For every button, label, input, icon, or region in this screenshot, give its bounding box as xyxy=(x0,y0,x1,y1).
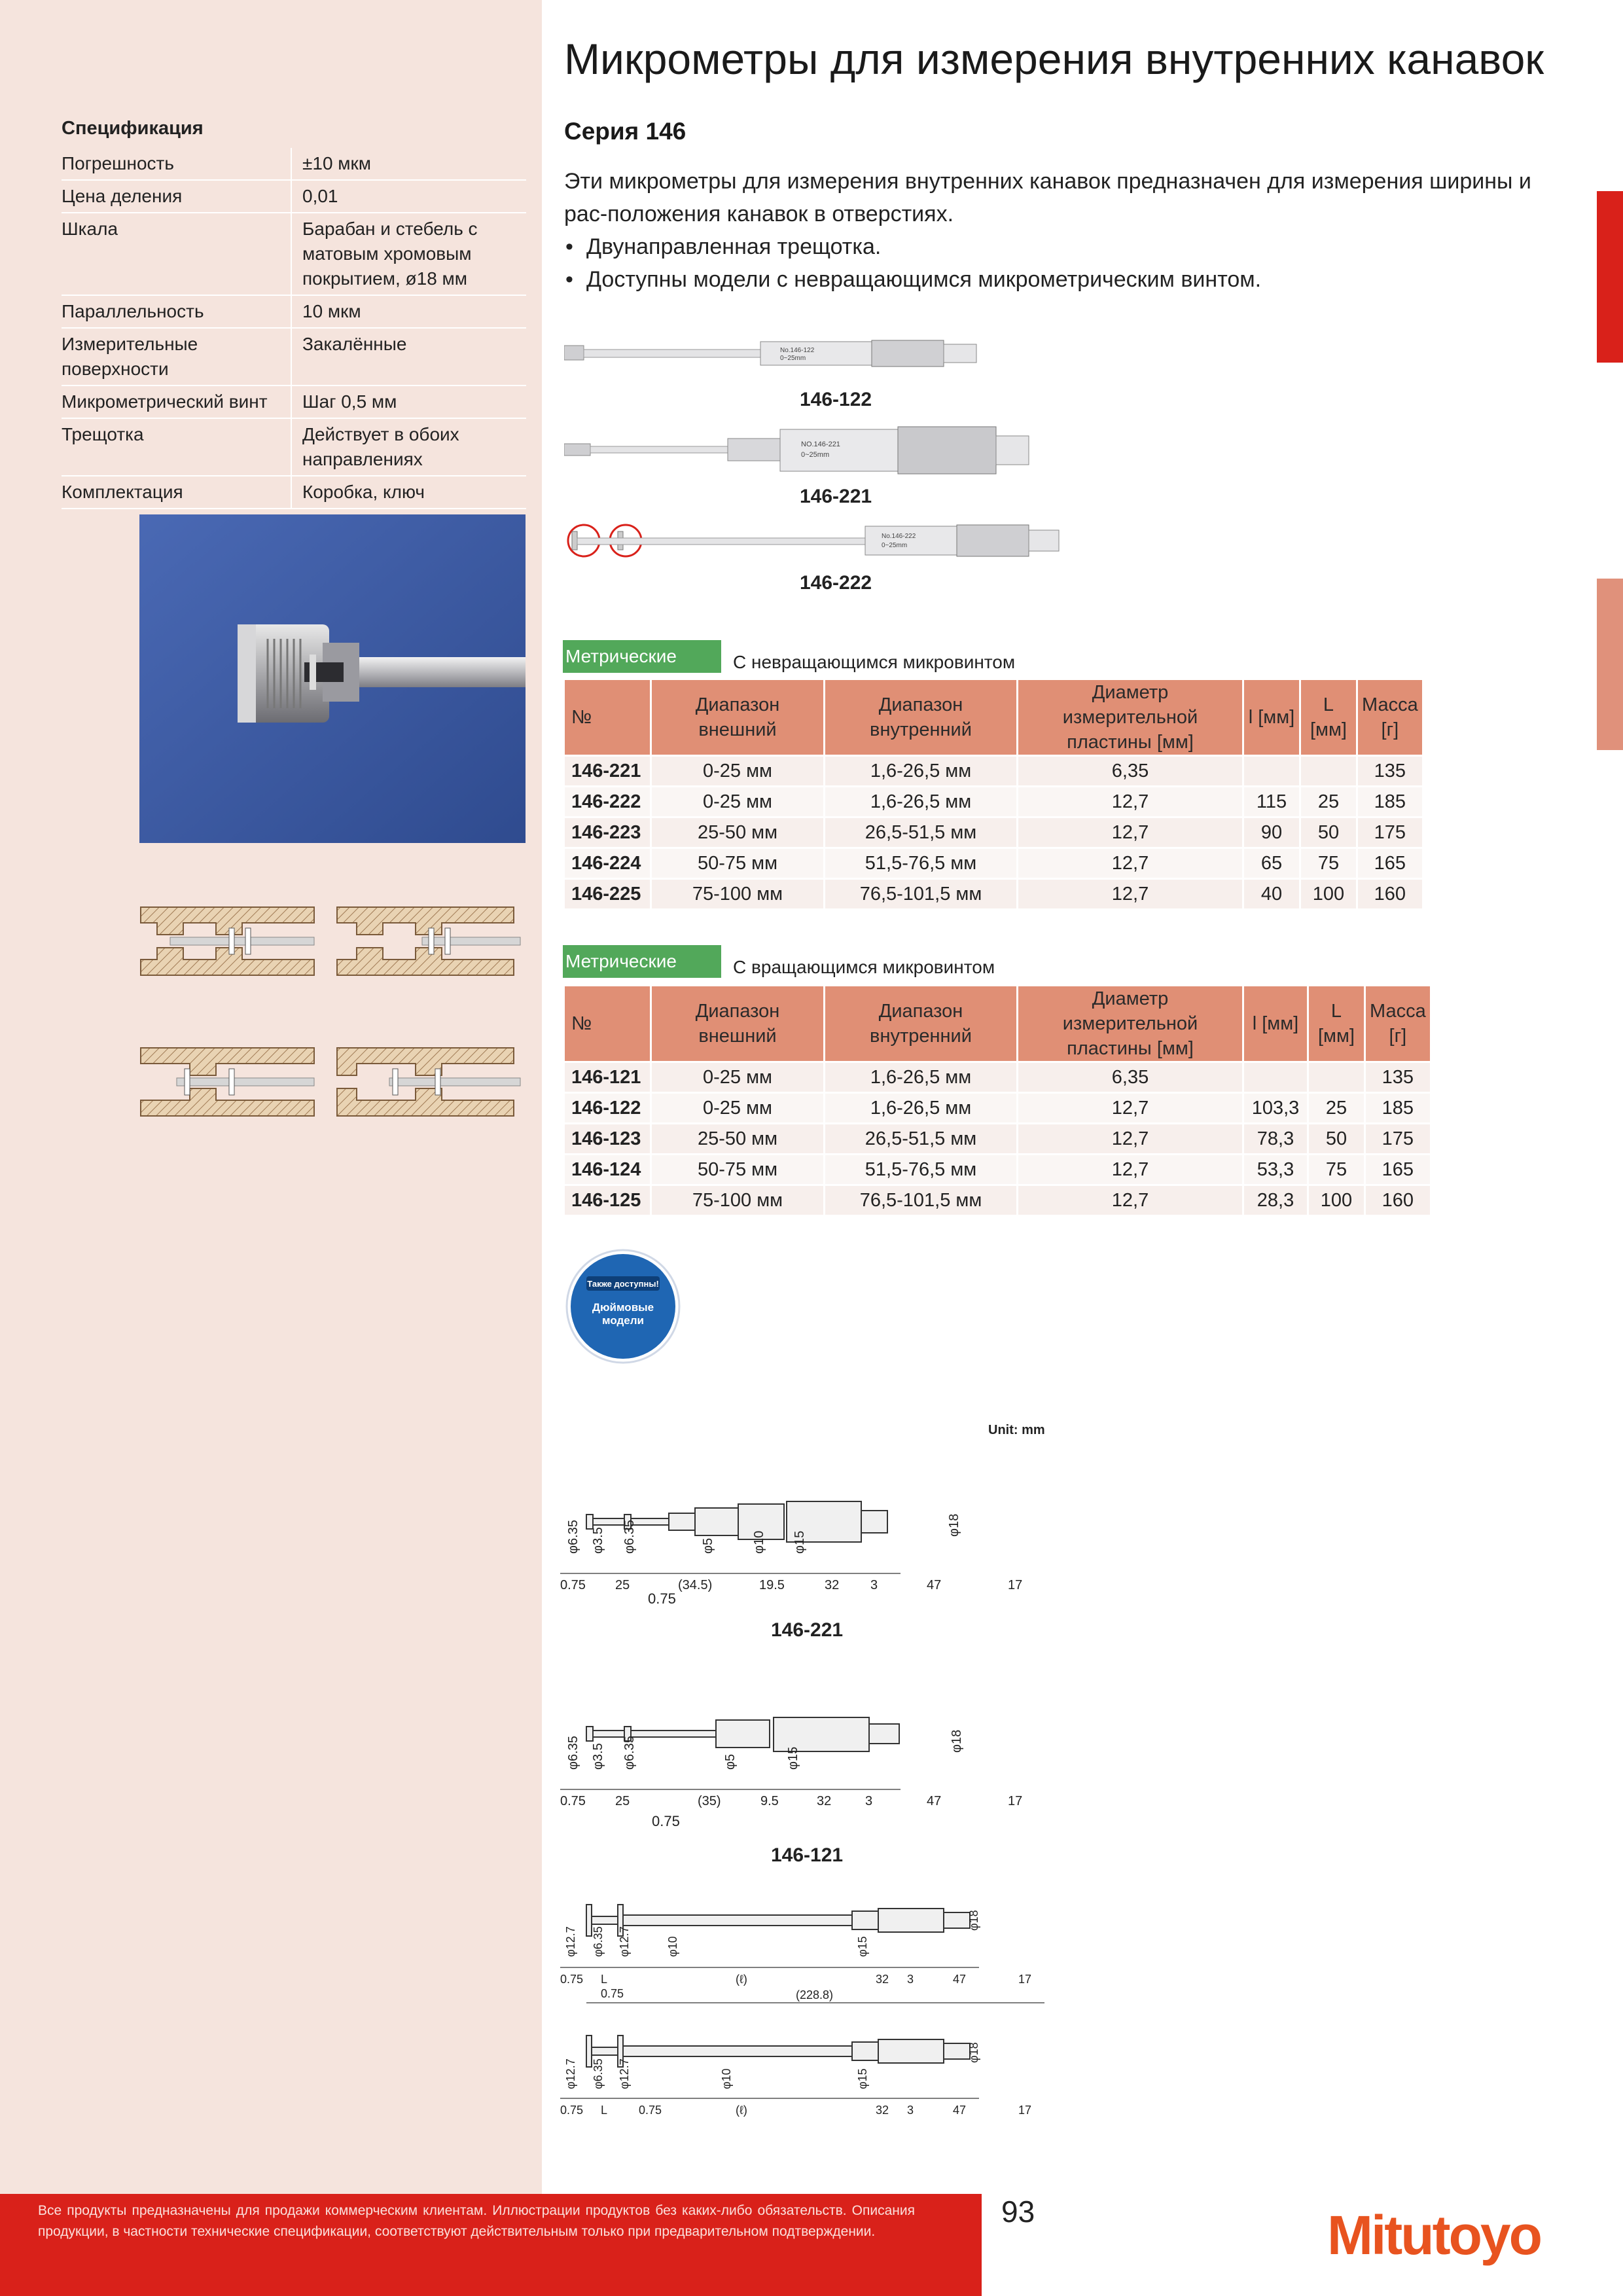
cell: 185 xyxy=(1357,787,1423,817)
cell: 26,5-51,5 мм xyxy=(825,1124,1018,1155)
table-header: Диапазон внутренний xyxy=(825,679,1018,756)
dim-label: 25 xyxy=(615,1794,630,1808)
table-row xyxy=(564,1155,1431,1185)
cell: 185 xyxy=(1365,1093,1431,1124)
cell: 26,5-51,5 мм xyxy=(825,817,1018,848)
table-row xyxy=(564,848,1423,879)
product-range-engraving: 0~25mm xyxy=(801,451,830,459)
badge-main-text: Дюймовые модели xyxy=(592,1301,654,1327)
product-engraving: No.146-122 xyxy=(780,347,815,354)
page-number: 93 xyxy=(1001,2195,1035,2229)
dia-label: φ10 xyxy=(752,1530,766,1554)
product-image-146-222 xyxy=(564,517,1101,564)
dia-label: φ15 xyxy=(786,1746,800,1770)
dim-label: (ℓ) xyxy=(736,1973,747,1986)
brand-name: Mitutoyo xyxy=(1327,2204,1541,2266)
cell: 12,7 xyxy=(1018,787,1243,817)
table2-tag: Метрические xyxy=(563,945,721,978)
cell: 40 xyxy=(1243,879,1300,910)
dim-label: 47 xyxy=(927,1578,942,1592)
cell: 1,6-26,5 мм xyxy=(825,1093,1018,1124)
spec-row xyxy=(62,418,526,476)
cell: 0-25 мм xyxy=(651,1062,825,1093)
model-number: 146-225 xyxy=(564,879,651,910)
cell: 12,7 xyxy=(1018,817,1243,848)
cell: 135 xyxy=(1365,1062,1431,1093)
table2-subtitle: С вращающимся микровинтом xyxy=(733,957,995,977)
dia-label: φ6.35 xyxy=(592,1926,605,1957)
dia-label: φ15 xyxy=(856,1936,869,1957)
dim-label: 17 xyxy=(1008,1578,1023,1592)
cell: 90 xyxy=(1243,817,1300,848)
dia-label: φ3.5 xyxy=(591,1527,605,1554)
cell: 12,7 xyxy=(1018,848,1243,879)
dim-label: 17 xyxy=(1008,1794,1023,1808)
table-row xyxy=(564,787,1423,817)
table1 xyxy=(563,678,1424,910)
dia-label: φ6.35 xyxy=(566,1736,580,1770)
dia-label: φ6.35 xyxy=(622,1520,637,1554)
cell: 65 xyxy=(1243,848,1300,879)
unit-label: Unit: mm xyxy=(988,1423,1045,1437)
table-row xyxy=(564,1093,1431,1124)
product-label: 146-122 xyxy=(800,389,872,410)
spec-value: Закалённые xyxy=(291,328,526,386)
table-header-row xyxy=(564,679,1423,756)
spec-row xyxy=(62,180,526,213)
product-engraving: NO.146-221 xyxy=(801,440,840,448)
dia-label: φ3.5 xyxy=(591,1743,605,1770)
inch-models-badge xyxy=(564,1247,682,1365)
spec-row xyxy=(62,213,526,295)
dim-label: 9.5 xyxy=(760,1794,779,1808)
cell: 25 xyxy=(1308,1093,1365,1124)
table-row xyxy=(564,1124,1431,1155)
dim-label: 3 xyxy=(907,1973,914,1986)
dim-label: 0.75 xyxy=(560,2104,584,2117)
product-range-engraving: 0~25mm xyxy=(780,355,806,362)
spec-key: Измерительные поверхности xyxy=(62,328,291,386)
table-header: L [мм] xyxy=(1308,986,1365,1062)
cell: 25-50 мм xyxy=(651,817,825,848)
table-header: Масса [г] xyxy=(1365,986,1431,1062)
dia-label: φ18 xyxy=(967,2042,980,2063)
spec-value: Коробка, ключ xyxy=(291,476,526,509)
cell: 51,5-76,5 мм xyxy=(825,1155,1018,1185)
cell: 100 xyxy=(1308,1185,1365,1216)
drawing-146-221 xyxy=(560,1482,1084,1600)
cell: 78,3 xyxy=(1243,1124,1308,1155)
dim-label: 32 xyxy=(825,1578,840,1592)
cell: 75 xyxy=(1308,1155,1365,1185)
cell: 75-100 мм xyxy=(651,1185,825,1216)
mitutoyo-logo xyxy=(1327,2194,1597,2271)
cell: 115 xyxy=(1243,787,1300,817)
dim-label: 17 xyxy=(1018,1973,1032,1986)
dim-label: 25 xyxy=(615,1578,630,1592)
cell: 12,7 xyxy=(1018,1155,1243,1185)
spec-key: Погрешность xyxy=(62,148,291,180)
cell: 12,7 xyxy=(1018,1185,1243,1216)
spec-table xyxy=(62,148,526,509)
table-header-row xyxy=(564,986,1431,1062)
spec-row xyxy=(62,386,526,418)
cell: 50 xyxy=(1308,1124,1365,1155)
cell: 0-25 мм xyxy=(651,756,825,787)
drawing-146-121 xyxy=(560,1698,1084,1816)
dia-label: φ6.35 xyxy=(622,1736,637,1770)
cell: 165 xyxy=(1365,1155,1431,1185)
dia-label: φ12.7 xyxy=(564,2058,577,2089)
section-tab xyxy=(1597,579,1623,750)
dim-sub-label: 0.75 xyxy=(652,1813,680,1829)
product-image-146-122 xyxy=(564,335,1101,372)
page-title: Микрометры для измерения внутренних канавок xyxy=(564,35,1544,83)
dia-label: φ10 xyxy=(666,1936,679,1957)
cell: 1,6-26,5 мм xyxy=(825,787,1018,817)
dia-label: φ12.7 xyxy=(618,2058,631,2089)
dim-label: (35) xyxy=(698,1794,721,1808)
feature-item: • Доступны модели с невращающимся микрометрическим винтом. xyxy=(564,263,1559,296)
cell: 25 xyxy=(1300,787,1357,817)
table-header: Масса [г] xyxy=(1357,679,1423,756)
cell: 175 xyxy=(1357,817,1423,848)
cell: 0-25 мм xyxy=(651,1093,825,1124)
product-range-engraving: 0~25mm xyxy=(882,542,908,549)
model-number: 146-121 xyxy=(564,1062,651,1093)
cell: 25-50 мм xyxy=(651,1124,825,1155)
spec-row xyxy=(62,328,526,386)
cell: 165 xyxy=(1357,848,1423,879)
table-row xyxy=(564,1062,1431,1093)
model-number: 146-222 xyxy=(564,787,651,817)
total-length-label: (228.8) xyxy=(796,1988,834,2001)
cell: 50-75 мм xyxy=(651,848,825,879)
feature-item: • Двунаправленная трещотка. xyxy=(564,230,1559,263)
spec-row xyxy=(62,148,526,180)
table-header: L [мм] xyxy=(1300,679,1357,756)
spec-key: Микрометрический винт xyxy=(62,386,291,418)
spec-title: Спецификация xyxy=(62,118,204,139)
cell: 103,3 xyxy=(1243,1093,1308,1124)
product-label: 146-222 xyxy=(800,572,872,594)
dim-label: (34.5) xyxy=(678,1578,713,1592)
dia-label: φ15 xyxy=(856,2068,869,2089)
footer-disclaimer: Все продукты предназначены для продажи коммерческим клиентам. Иллюстрации продуктов без каких-либо обязательств. Описания продукции, в частности технические спецификации, соответствуют действительным только при предварительном подтверждении. xyxy=(38,2203,915,2239)
table-header: Диаметр измерительной пластины [мм] xyxy=(1018,679,1243,756)
model-number: 146-221 xyxy=(564,756,651,787)
table1-tag: Метрические xyxy=(563,640,721,673)
spec-value: 0,01 xyxy=(291,180,526,213)
table-row xyxy=(564,879,1423,910)
spec-key: Комплектация xyxy=(62,476,291,509)
table-header: Диапазон внешний xyxy=(651,679,825,756)
cell: 160 xyxy=(1365,1185,1431,1216)
spec-value: 10 мкм xyxy=(291,295,526,328)
dia-label: φ12.7 xyxy=(618,1926,631,1957)
product-image-146-221 xyxy=(564,424,1101,476)
feature-list xyxy=(564,230,1559,296)
dia-label: φ10 xyxy=(720,2068,733,2089)
intro-description: Эти микрометры для измерения внутренних канавок предназначен для измерения ширины и рас-положения канавок в отверстиях. xyxy=(564,169,1531,226)
dim-label: L xyxy=(601,1973,608,1986)
table-header: l [мм] xyxy=(1243,986,1308,1062)
cell: 12,7 xyxy=(1018,1093,1243,1124)
cell: 76,5-101,5 мм xyxy=(825,1185,1018,1216)
cell: 75-100 мм xyxy=(651,879,825,910)
cell: 75 xyxy=(1300,848,1357,879)
cell: 76,5-101,5 мм xyxy=(825,879,1018,910)
table-row xyxy=(564,756,1423,787)
cell: 135 xyxy=(1357,756,1423,787)
dia-label: φ18 xyxy=(967,1910,980,1931)
model-number: 146-223 xyxy=(564,817,651,848)
cell: 53,3 xyxy=(1243,1155,1308,1185)
dim-label: L xyxy=(601,2104,608,2117)
table-header: № xyxy=(564,986,651,1062)
cell xyxy=(1308,1062,1365,1093)
table1-subtitle: С невращающимся микровинтом xyxy=(733,652,1016,672)
table-header: l [мм] xyxy=(1243,679,1300,756)
dim-label: 0.75 xyxy=(560,1973,584,1986)
dia-label: φ15 xyxy=(793,1530,807,1554)
model-number: 146-123 xyxy=(564,1124,651,1155)
dim-label: 47 xyxy=(927,1794,942,1808)
dia-label: φ12.7 xyxy=(564,1926,577,1957)
spec-value: Барабан и стебель с матовым хромовым покрытием, ø18 мм xyxy=(291,213,526,295)
dia-label: φ5 xyxy=(701,1537,715,1554)
dim-label: 0.75 xyxy=(639,2104,662,2117)
table-row xyxy=(564,817,1423,848)
dim-label: 3 xyxy=(907,2104,914,2117)
table-header: Диаметр измерительной пластины [мм] xyxy=(1018,986,1243,1062)
table-header: Диапазон внешний xyxy=(651,986,825,1062)
spec-value: Действует в обоих направлениях xyxy=(291,418,526,476)
spec-key: Трещотка xyxy=(62,418,291,476)
model-number: 146-122 xyxy=(564,1093,651,1124)
dim-label: 3 xyxy=(865,1794,873,1808)
product-label: 146-221 xyxy=(800,486,872,507)
table-header: Диапазон внутренний xyxy=(825,986,1018,1062)
spec-value: Шаг 0,5 мм xyxy=(291,386,526,418)
spec-value: ±10 мкм xyxy=(291,148,526,180)
cell: 51,5-76,5 мм xyxy=(825,848,1018,879)
dim-label: 47 xyxy=(953,1973,967,1986)
cell: 1,6-26,5 мм xyxy=(825,756,1018,787)
dim-sub-label: 0.75 xyxy=(648,1590,676,1607)
series-label: Серия 146 xyxy=(564,118,687,145)
cell: 100 xyxy=(1300,879,1357,910)
product-engraving: No.146-222 xyxy=(882,533,916,540)
dia-label: φ5 xyxy=(723,1753,738,1770)
intro-text xyxy=(564,165,1559,296)
dim-label: 3 xyxy=(870,1578,878,1592)
cell xyxy=(1243,1062,1308,1093)
dim-label: 17 xyxy=(1018,2104,1032,2117)
dim-label: 0.75 xyxy=(560,1578,586,1592)
drawing-label: 146-121 xyxy=(771,1844,844,1866)
cell: 50 xyxy=(1300,817,1357,848)
dia-label: φ18 xyxy=(950,1729,964,1753)
cell: 12,7 xyxy=(1018,879,1243,910)
cell: 28,3 xyxy=(1243,1185,1308,1216)
cell: 1,6-26,5 мм xyxy=(825,1062,1018,1093)
spec-key: Шкала xyxy=(62,213,291,295)
spec-row xyxy=(62,476,526,509)
cell: 6,35 xyxy=(1018,756,1243,787)
model-number: 146-124 xyxy=(564,1155,651,1185)
dia-label: φ6.35 xyxy=(592,2058,605,2089)
dim-label: 47 xyxy=(953,2104,967,2117)
cell xyxy=(1300,756,1357,787)
table-header: № xyxy=(564,679,651,756)
model-number: 146-125 xyxy=(564,1185,651,1216)
dim-label: 32 xyxy=(876,1973,889,1986)
badge-top-text: Также доступны! xyxy=(587,1279,659,1289)
dia-label: φ18 xyxy=(947,1513,961,1537)
drawing-146-222-short xyxy=(560,2026,1084,2125)
drawing-146-222-series xyxy=(560,1892,1084,2016)
table-row xyxy=(564,1185,1431,1216)
cell: 12,7 xyxy=(1018,1124,1243,1155)
groove-measurement-diagrams xyxy=(131,889,524,1124)
dim-sub-label: 0.75 xyxy=(601,1987,624,2000)
dim-label: 32 xyxy=(876,2104,889,2117)
cell: 0-25 мм xyxy=(651,787,825,817)
spec-row xyxy=(62,295,526,328)
spec-key: Параллельность xyxy=(62,295,291,328)
section-tab-active xyxy=(1597,191,1623,363)
dim-label: 0.75 xyxy=(560,1794,586,1808)
cell: 175 xyxy=(1365,1124,1431,1155)
dim-label: (ℓ) xyxy=(736,2104,747,2117)
dia-label: φ6.35 xyxy=(566,1520,580,1554)
cell: 160 xyxy=(1357,879,1423,910)
table2 xyxy=(563,984,1432,1217)
model-number: 146-224 xyxy=(564,848,651,879)
drawing-label: 146-221 xyxy=(771,1619,844,1641)
spec-key: Цена деления xyxy=(62,180,291,213)
dim-label: 32 xyxy=(817,1794,832,1808)
dim-label: 19.5 xyxy=(759,1578,785,1592)
cell: 50-75 мм xyxy=(651,1155,825,1185)
cell xyxy=(1243,756,1300,787)
product-closeup-photo xyxy=(139,514,526,843)
cell: 6,35 xyxy=(1018,1062,1243,1093)
